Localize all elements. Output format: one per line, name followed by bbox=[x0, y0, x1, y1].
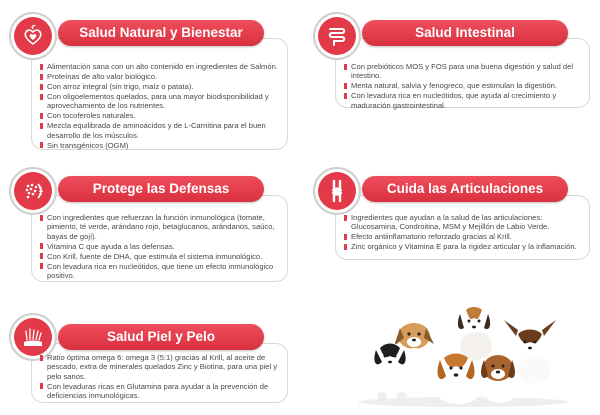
list-item: Con arroz integral (sin trigo, maíz o patata). bbox=[40, 82, 280, 91]
joint-bone-icon bbox=[313, 167, 361, 215]
list-item: Zinc orgánico y Vitamina E para la rigidez articular y la inflamación. bbox=[344, 242, 584, 251]
benefit-list bbox=[40, 62, 280, 151]
list-item: Proteínas de alto valor biológico. bbox=[40, 72, 280, 81]
list-item: Sin transgénicos (OGM) bbox=[40, 141, 280, 150]
list-item: Ingredientes que ayudan a la salud de las articulaciones: Glucosamina, Condroitina, MSM y Mejillón de Labio Verde. bbox=[344, 213, 584, 232]
intestine-icon bbox=[313, 12, 361, 60]
list-item: Vitamina C que ayuda a las defensas. bbox=[40, 242, 280, 251]
list-item: Con levadura rica en nucleótidos, que ayuda al crecimiento y maduración gastrointestinal. bbox=[344, 91, 584, 110]
list-item: Con levaduras ricas en Glutamina para ayudar a la prevención de deficiencias inmunológicas. bbox=[40, 382, 280, 401]
apple-heart-icon bbox=[9, 12, 57, 60]
benefit-list bbox=[344, 62, 584, 111]
puppies-image bbox=[352, 298, 574, 408]
list-item: Mezcla equilibrada de aminoácidos y de L-Carnitina para el buen desarrollo de los músculos. bbox=[40, 121, 280, 140]
list-item: Alimentación sana con un alto contenido en ingredientes de Salmón. bbox=[40, 62, 280, 71]
list-item: Efecto antiinflamatorio reforzado gracias al Krill. bbox=[344, 232, 584, 241]
card-title: Salud Intestinal bbox=[362, 20, 568, 46]
list-item: Con oligoelementos quelados, para una mayor biodisponibilidad y aprovechamiento de los nutrientes. bbox=[40, 92, 280, 111]
list-item: Con Krill, fuente de DHA, que estimula el sistema inmunológico. bbox=[40, 252, 280, 261]
list-item: Menta natural, salvia y fenogreco, que estimulan la digestión. bbox=[344, 81, 584, 90]
card-title: Cuida las Articulaciones bbox=[362, 176, 568, 202]
immune-cells-icon bbox=[9, 167, 57, 215]
list-item: Con ingredientes que refuerzan la función inmunológica (tomate, pimiento, té verde, arándano rojo, betaglucanos, arándanos, saúco, bayas de gojí). bbox=[40, 213, 280, 241]
list-item: Con levadura rica en nucleótidos, que tiene un efecto inmunológico positivo. bbox=[40, 262, 280, 281]
benefit-list bbox=[344, 213, 584, 252]
list-item: Con prebióticos MOS y FOS para una buena digestión y salud del intestino. bbox=[344, 62, 584, 81]
card-title: Salud Piel y Pelo bbox=[58, 324, 264, 350]
benefit-list bbox=[40, 353, 280, 401]
card-title: Salud Natural y Bienestar bbox=[58, 20, 264, 46]
list-item: Ratio óptima omega 6: omega 3 (5:1) gracias al Krill, al aceite de pescado, extra de minerales quelados Zinc y Biotina, para una piel y pelo sanos. bbox=[40, 353, 280, 381]
card-title: Protege las Defensas bbox=[58, 176, 264, 202]
benefit-list bbox=[40, 213, 280, 281]
list-item: Con tocoferoles naturales. bbox=[40, 111, 280, 120]
